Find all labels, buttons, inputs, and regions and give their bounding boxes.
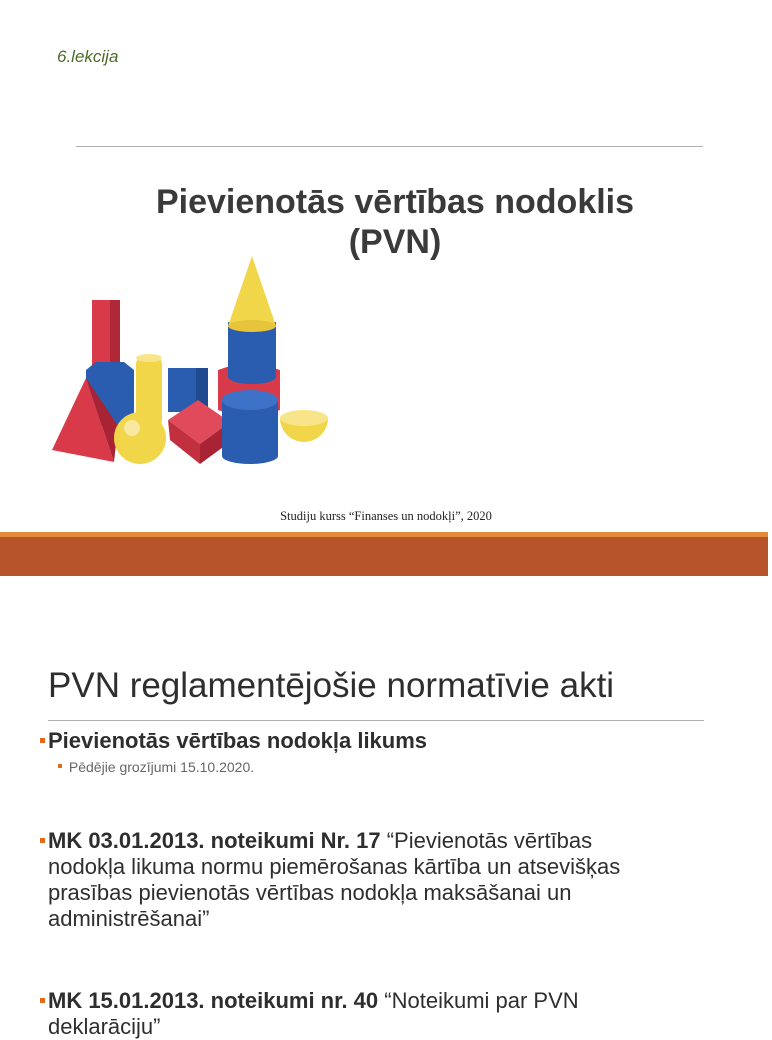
geometric-shapes-illustration: [48, 250, 338, 470]
bullet-icon: [40, 998, 45, 1003]
item2-text1: “Pievienotās vērtības: [380, 828, 593, 853]
item1-sub-text: Pēdējie grozījumi 15.10.2020.: [68, 759, 255, 775]
slide-separator-band: [0, 532, 768, 576]
title-rule: [76, 146, 703, 147]
item2-bold: MK 03.01.2013. noteikumi Nr. 17: [48, 828, 381, 853]
item2-text4: administrēšanai”: [48, 906, 210, 931]
title-line-2: (PVN): [348, 223, 442, 261]
slide2-title: PVN reglamentējošie normatīvie akti: [48, 666, 615, 705]
bullet-icon: [40, 838, 45, 843]
item3-bold: MK 15.01.2013. noteikumi nr. 40: [48, 988, 379, 1013]
yellow-sphere-shape: [114, 412, 166, 464]
title-line-1: Pievienotās vērtības nodoklis: [155, 183, 635, 221]
course-caption: Studiju kurss “Finanses un nodokļi”, 2020: [280, 509, 492, 523]
item1-label: Pievienotās vērtības nodokļa likums: [48, 728, 428, 753]
item3-text2: deklarāciju”: [48, 1014, 161, 1039]
bullet-icon: [40, 738, 45, 743]
item2-text3: prasības pievienotās vērtības nodokļa maksāšanai un: [48, 880, 572, 905]
lecture-label: 6.lekcija: [57, 47, 119, 66]
list-item-mk-17: [40, 828, 740, 932]
slide-legal-acts: [0, 576, 768, 1039]
slide2-title-rule: [48, 720, 704, 721]
item3-text1: “Noteikumi par PVN: [378, 988, 579, 1013]
bullet-icon: [58, 764, 62, 768]
sub-item-amendments: [58, 759, 254, 775]
item2-text2: nodokļa likuma normu piemērošanas kārtība un atsevišķas: [48, 854, 621, 879]
yellow-cone-shape: [228, 256, 276, 326]
list-item-mk-40: [40, 988, 740, 1040]
list-item-vat-law: [40, 728, 740, 754]
